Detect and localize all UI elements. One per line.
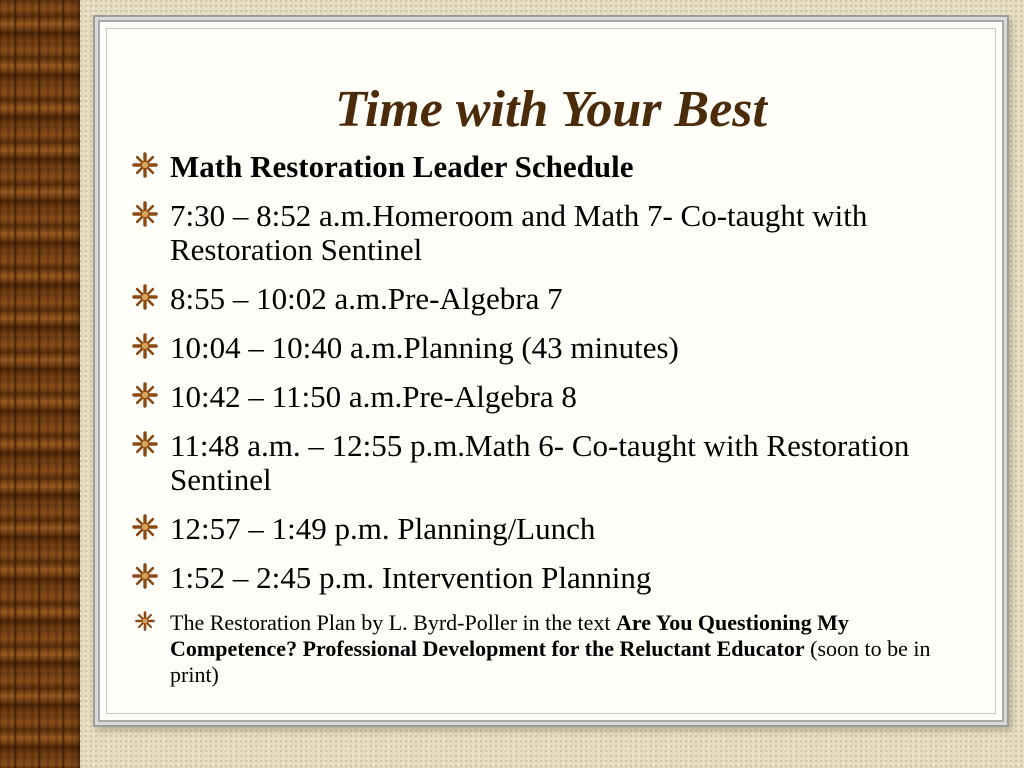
bullet-list xyxy=(130,150,960,703)
bullet-item xyxy=(130,282,960,316)
starburst-bullet-icon xyxy=(132,514,158,540)
bullet-text: 8:55 – 10:02 a.m.Pre-Algebra 7 xyxy=(170,281,563,316)
bullet-item xyxy=(130,331,960,365)
slide-frame xyxy=(98,20,1004,722)
bullet-text: 10:42 – 11:50 a.m.Pre-Algebra 8 xyxy=(170,379,577,414)
bullet-item xyxy=(130,561,960,595)
starburst-bullet-icon xyxy=(132,431,158,457)
bullet-text: 12:57 – 1:49 p.m. Planning/Lunch xyxy=(170,511,596,546)
decorative-wood-strip xyxy=(0,0,80,768)
starburst-bullet-icon xyxy=(132,152,158,178)
bullet-item xyxy=(130,429,960,497)
starburst-bullet-icon xyxy=(135,611,155,631)
footnote-prefix: The Restoration Plan by L. Byrd-Poller in the text xyxy=(170,610,617,635)
footnote-book-title: Are You Questioning My Competence? Professional Development for the Reluctant Educator xyxy=(170,610,849,661)
footnote-suffix: (soon to be in print) xyxy=(170,636,931,687)
starburst-bullet-icon xyxy=(132,201,158,227)
starburst-bullet-icon xyxy=(132,333,158,359)
bullet-item xyxy=(130,380,960,414)
bullet-text: 7:30 – 8:52 a.m.Homeroom and Math 7- Co-taught with Restoration Sentinel xyxy=(170,198,868,267)
footnote-item xyxy=(130,610,960,688)
bullet-item xyxy=(130,199,960,267)
bullet-text: 10:04 – 10:40 a.m.Planning (43 minutes) xyxy=(170,330,679,365)
starburst-bullet-icon xyxy=(132,382,158,408)
starburst-bullet-icon xyxy=(132,284,158,310)
bullet-text: Math Restoration Leader Schedule xyxy=(170,149,634,184)
bullet-text: 11:48 a.m. – 12:55 p.m.Math 6- Co-taught with Restoration Sentinel xyxy=(170,428,910,497)
bullet-text: 1:52 – 2:45 p.m. Intervention Planning xyxy=(170,560,652,595)
slide-title: Time with Your Best xyxy=(335,81,767,138)
starburst-bullet-icon xyxy=(132,563,158,589)
bullet-item xyxy=(130,512,960,546)
bullet-item xyxy=(130,150,960,184)
